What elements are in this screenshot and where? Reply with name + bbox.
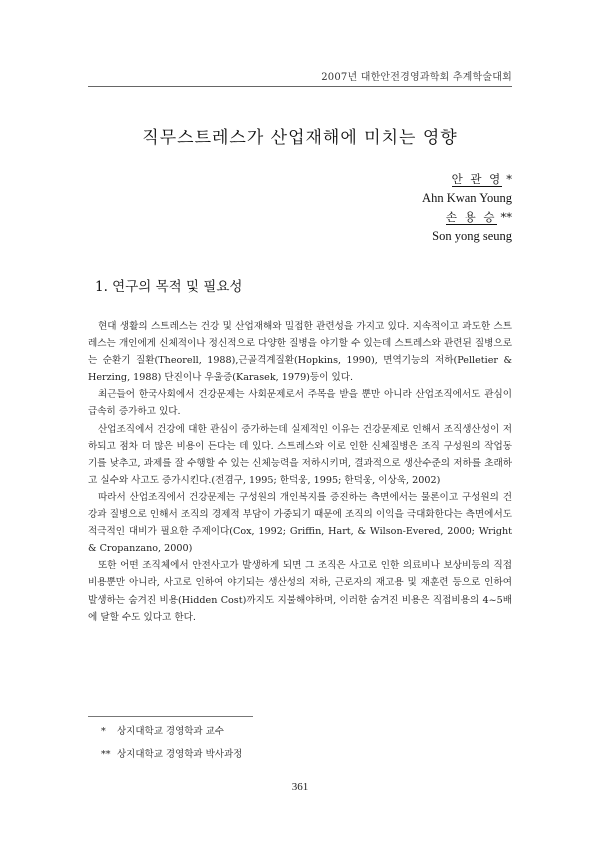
body-paragraph: 또한 어떤 조직체에서 안전사고가 발생하게 되면 그 조직은 사고로 인한 의료비나 보상비등의 직접 비용뿐만 아니라, 사고로 인하여 야기되는 생산성의 저하, 근로자의 재고용 및 재훈련 등으로 인하여 발생하는 숨겨진 비용(Hidden Cost)까지도 지불해야하며, 이러한 숨겨진 비용은 직접비용의 4~5배에 달할 수도 있다고 한다. bbox=[88, 560, 512, 623]
footnote-mark: * bbox=[101, 726, 106, 737]
footnote-text: 상지대학교 경영학과 박사과정 bbox=[117, 749, 243, 760]
paper-title: 직무스트레스가 산업재해에 미치는 영향 bbox=[142, 128, 458, 148]
author-1-english-name: Ahn Kwan Young bbox=[422, 191, 512, 205]
footnote-rule bbox=[88, 716, 253, 717]
author-2-affiliation-mark: ** bbox=[500, 210, 512, 224]
author-2-english-name: Son yong seung bbox=[432, 229, 512, 243]
header-rule bbox=[88, 86, 512, 87]
footnote bbox=[101, 743, 242, 766]
footnote-text: 상지대학교 경영학과 교수 bbox=[117, 726, 224, 737]
body-paragraph: 산업조직에서 건강에 대한 관심이 증가하는데 실제적인 이유는 건강문제로 인해서 조직생산성이 저하되고 점차 더 많은 비용이 든다는 데 있다. 스트레스와 이로 인한 신체질병은 조직 구성원의 작업동기를 낮추고, 과제를 잘 수행할 수 있는 신체능력을 저하시키며, 결과적으로 생산수준의 저하를 초래하고 실수와 사고도 증가시킨다.(전겸구, 1995; 한덕웅, 1995; 한덕웅, 이상욱, 2002) bbox=[88, 423, 512, 486]
author-1-affiliation-mark: * bbox=[506, 172, 512, 186]
author-2 bbox=[422, 208, 512, 227]
page-number: 361 bbox=[291, 781, 309, 793]
body-paragraph: 따라서 산업조직에서 건강문제는 구성원의 개인복지를 증진하는 측면에서는 물론이고 구성원의 건강과 질병으로 인해서 조직의 경제적 부담이 가중되기 때문에 조직의 이익을 극대화한다는 측면에서도 적극적인 대비가 필요한 주제이다(Cox, 1992; Griffin, Hart, & Wilson-Evered, 2000; Wright & Cropanzano, 2000) bbox=[88, 491, 512, 555]
section-body bbox=[88, 318, 512, 626]
footnote bbox=[101, 720, 242, 743]
section-heading: 1. 연구의 목적 및 필요성 bbox=[95, 279, 243, 295]
body-paragraph: 최근들어 한국사회에서 건강문제는 사회문제로서 주목을 받을 뿐만 아니라 산업조직에서도 관심이 급속히 증가하고 있다. bbox=[88, 389, 512, 418]
running-header: 2007년 대한안전경영과학회 추계학술대회 bbox=[321, 72, 512, 83]
author-1 bbox=[422, 170, 512, 189]
author-2-korean-name: 손 용 승 bbox=[445, 210, 497, 224]
author-block bbox=[422, 170, 512, 246]
footnote-mark: ** bbox=[101, 749, 111, 760]
author-1-korean-name: 안 관 영 bbox=[451, 172, 503, 186]
footnotes bbox=[101, 720, 242, 766]
body-paragraph: 현대 생활의 스트레스는 건강 및 산업재해와 밀접한 관련성을 가지고 있다. 지속적이고 과도한 스트레스는 개인에게 신체적이나 정신적으로 다양한 질병을 야기할 수 있는데 스트레스와 관련된 질병으로는 순환기 질환(Theorell, 1988),근골격계질환(Hopkins, 1990), 면역기능의 저하(Pelletier & Herzing, 1988) 단진이나 우울증(Karasek, 1979)등이 있다. bbox=[88, 321, 512, 384]
